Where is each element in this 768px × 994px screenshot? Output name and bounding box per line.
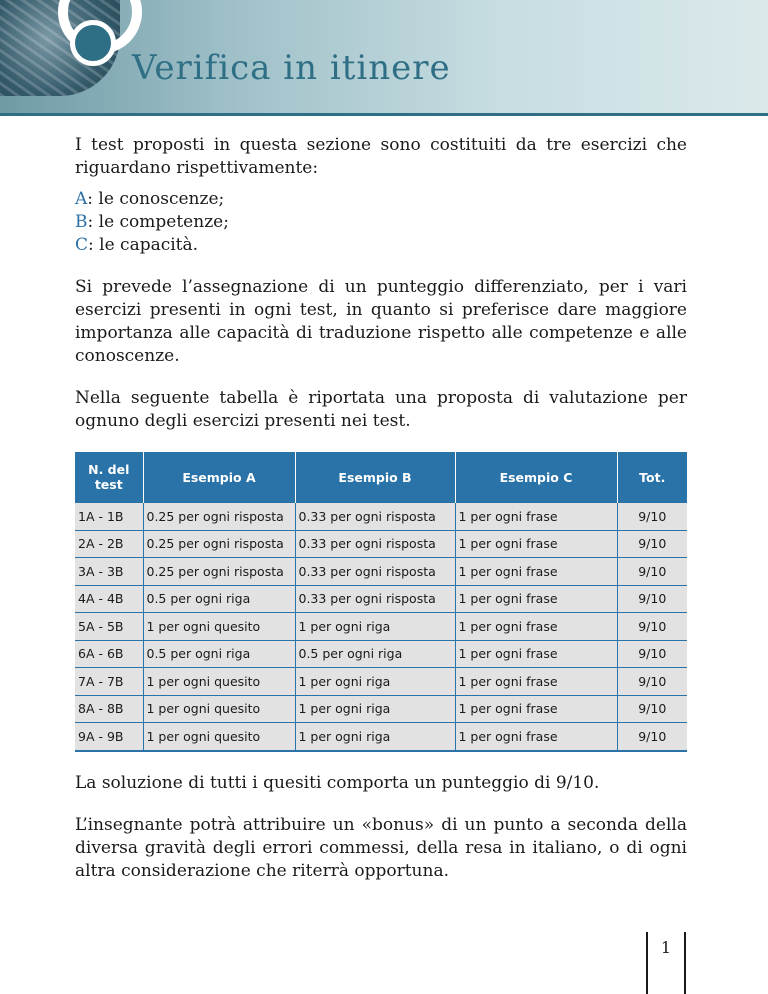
table-cell: 1 per ogni frase [455, 668, 617, 696]
list-item [75, 234, 687, 257]
header-rule [0, 113, 768, 116]
page-number: 1 [660, 938, 672, 957]
table-cell: 9/10 [617, 530, 687, 558]
table-cell: 1 per ogni frase [455, 613, 617, 641]
table-cell: 9/10 [617, 503, 687, 531]
list-text: : le conoscenze; [87, 189, 225, 209]
table-cell: 9/10 [617, 695, 687, 723]
table-cell: 1 per ogni riga [295, 668, 455, 696]
table-cell: 0.5 per ogni riga [143, 640, 295, 668]
table-cell: 1 per ogni riga [295, 695, 455, 723]
table-cell: 1 per ogni frase [455, 503, 617, 531]
table-cell: 9/10 [617, 585, 687, 613]
table-cell: 9A - 9B [75, 723, 143, 751]
header-cell: Tot. [617, 452, 687, 503]
table-cell: 1A - 1B [75, 503, 143, 531]
table-row [75, 695, 687, 723]
table-header-row [75, 452, 687, 503]
list-text: : le competenze; [87, 212, 229, 232]
header-banner [0, 0, 768, 113]
table-cell: 9/10 [617, 668, 687, 696]
list-item [75, 211, 687, 234]
scoring-paragraph: Si prevede l’assegnazione di un punteggio differenziato, per i vari esercizi presenti in ogni test, in quanto si preferisce dare maggiore importanza alle capacità di traduzione rispetto alle competenze e alle conoscenze. [75, 277, 687, 366]
table-cell: 1 per ogni frase [455, 695, 617, 723]
page-title: Verifica in itinere [132, 48, 451, 88]
header-cell: Esempio A [143, 452, 295, 503]
table-cell: 2A - 2B [75, 530, 143, 558]
table-cell: 1 per ogni frase [455, 723, 617, 751]
table-row [75, 613, 687, 641]
table-cell: 0.25 per ogni risposta [143, 503, 295, 531]
table-cell: 0.25 per ogni risposta [143, 530, 295, 558]
table-cell: 0.5 per ogni riga [295, 640, 455, 668]
table-row [75, 723, 687, 751]
table-cell: 5A - 5B [75, 613, 143, 641]
table-cell: 0.33 per ogni risposta [295, 585, 455, 613]
table-cell: 9/10 [617, 640, 687, 668]
intro-paragraph: I test proposti in questa sezione sono costituiti da tre esercizi che riguardano rispettivamente: [75, 135, 687, 178]
table-row [75, 503, 687, 531]
table-cell: 4A - 4B [75, 585, 143, 613]
main-content [75, 134, 687, 902]
table-cell: 0.5 per ogni riga [143, 585, 295, 613]
table-cell: 0.33 per ogni risposta [295, 530, 455, 558]
table-cell: 1 per ogni riga [295, 723, 455, 751]
table-cell: 3A - 3B [75, 558, 143, 586]
list-letter: C [75, 235, 89, 255]
table-cell: 7A - 7B [75, 668, 143, 696]
list-letter: A [75, 189, 88, 209]
table-cell: 8A - 8B [75, 695, 143, 723]
page-number-rule-right [684, 932, 686, 994]
list-text: : le capacità. [88, 235, 199, 255]
table-cell: 0.33 per ogni risposta [295, 503, 455, 531]
decorative-circle [70, 20, 116, 66]
table-cell: 9/10 [617, 613, 687, 641]
table-cell: 1 per ogni frase [455, 530, 617, 558]
table-cell: 1 per ogni frase [455, 640, 617, 668]
header-cell: Esempio B [295, 452, 455, 503]
table-cell: 1 per ogni quesito [143, 695, 295, 723]
list-item [75, 188, 687, 211]
table-intro-paragraph: Nella seguente tabella è riportata una proposta di valutazione per ognuno degli esercizi presenti nei test. [75, 388, 687, 431]
table-cell: 1 per ogni quesito [143, 723, 295, 751]
competence-list [75, 188, 687, 257]
table-row [75, 530, 687, 558]
table-cell: 9/10 [617, 558, 687, 586]
table-row [75, 558, 687, 586]
table-cell: 0.33 per ogni risposta [295, 558, 455, 586]
solution-paragraph: La soluzione di tutti i quesiti comporta un punteggio di 9/10. [75, 772, 600, 793]
list-letter: B [75, 212, 88, 232]
table-row [75, 640, 687, 668]
table-cell: 1 per ogni frase [455, 558, 617, 586]
table-cell: 1 per ogni quesito [143, 613, 295, 641]
header-cell: N. del test [75, 452, 143, 503]
table-cell: 1 per ogni quesito [143, 668, 295, 696]
table-cell: 1 per ogni riga [295, 613, 455, 641]
bonus-paragraph: L’insegnante potrà attribuire un «bonus» di un punto a seconda della diversa gravità degli errori commessi, della resa in italiano, o di ogni altra considerazione che riterrà opportuna. [75, 814, 687, 881]
table-cell: 0.25 per ogni risposta [143, 558, 295, 586]
table-row [75, 585, 687, 613]
evaluation-table [75, 452, 687, 752]
table-row [75, 668, 687, 696]
table-cell: 9/10 [617, 723, 687, 751]
table-cell: 1 per ogni frase [455, 585, 617, 613]
table-cell: 6A - 6B [75, 640, 143, 668]
header-cell: Esempio C [455, 452, 617, 503]
